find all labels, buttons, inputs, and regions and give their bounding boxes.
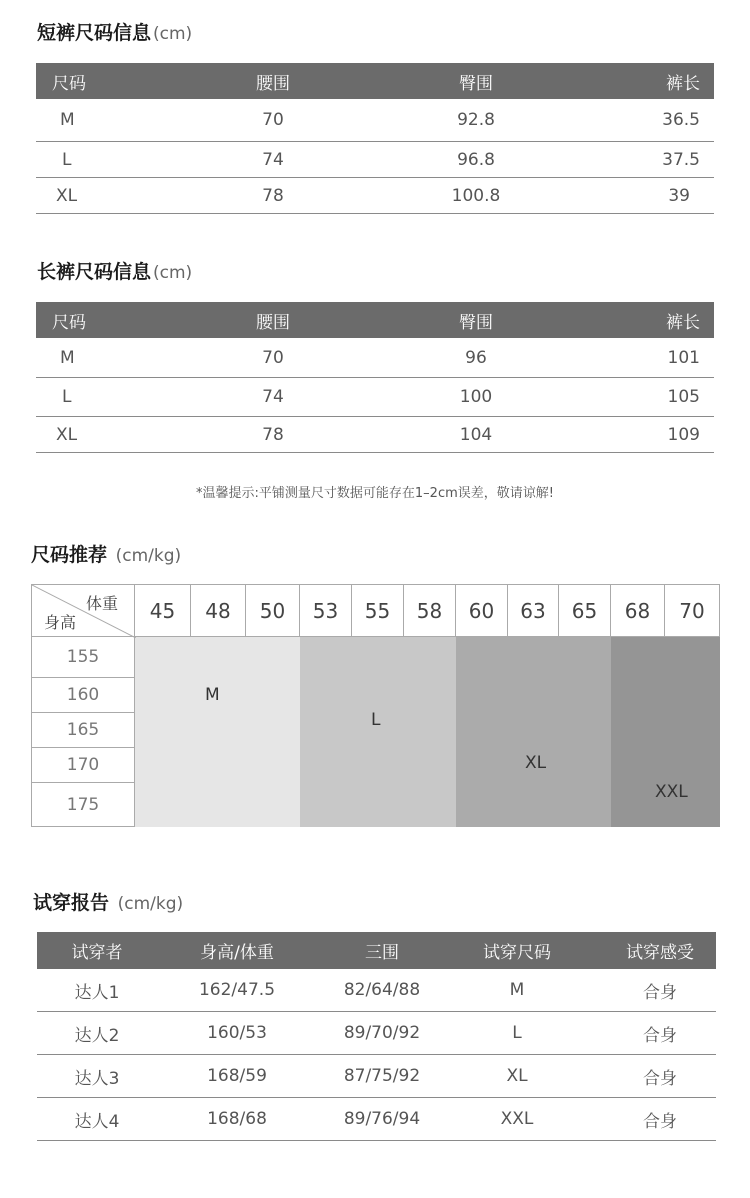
weight-cell: 50 (246, 584, 300, 637)
cell-measurements: 89/70/92 (343, 1023, 421, 1043)
weight-cell: 63 (508, 584, 559, 637)
table-row (36, 338, 714, 378)
cell-tryon-size: M (509, 980, 525, 1000)
table-row (36, 178, 714, 214)
weight-label: 体重 (85, 594, 118, 613)
cell-fit-feeling: 合身 (643, 982, 677, 1003)
long-size-table (36, 302, 714, 453)
header-tryon-size: 试穿尺码 (483, 943, 551, 963)
cell-tryon-size: XXL (500, 1109, 534, 1129)
header-height-weight: 身高/体重 (200, 943, 274, 963)
header-length: 裤长 (666, 73, 700, 94)
cell-length: 37.5 (662, 149, 700, 170)
weight-cell: 55 (352, 584, 404, 637)
table-header (37, 932, 716, 969)
header-waist: 腰围 (256, 73, 290, 94)
cell-fit-feeling: 合身 (643, 1068, 677, 1089)
cell-measurements: 82/64/88 (343, 980, 421, 1000)
cell-size: M (60, 347, 75, 368)
height-cell: 160 (31, 678, 135, 713)
band-xl (456, 637, 611, 827)
header-fit-feeling: 试穿感受 (626, 943, 694, 963)
band-m (135, 637, 300, 827)
cell-waist: 78 (262, 185, 284, 206)
header-measurements: 三围 (365, 943, 399, 963)
cell-measurements: 87/75/92 (343, 1066, 421, 1086)
weight-cell: 53 (300, 584, 352, 637)
cell-tryon-size: L (512, 1023, 522, 1043)
cell-waist: 70 (262, 110, 284, 130)
band-label-xxl: XXL (655, 782, 688, 802)
long-size-title (37, 257, 192, 284)
cell-waist: 74 (262, 387, 284, 407)
corner-cell (31, 584, 135, 637)
cell-fit-feeling: 合身 (643, 1025, 677, 1046)
height-cell: 165 (31, 713, 135, 748)
tryon-title-unit: (cm/kg) (117, 894, 184, 914)
cell-tryon-size: XL (506, 1066, 528, 1086)
cell-length: 105 (667, 387, 700, 407)
cell-hip: 96 (465, 347, 487, 368)
height-cell: 155 (31, 637, 135, 678)
cell-hip: 100 (459, 387, 493, 407)
cell-waist: 78 (262, 424, 284, 445)
table-row (36, 142, 714, 178)
cell-size: XL (56, 424, 78, 445)
cell-tester: 达人2 (74, 1025, 120, 1046)
weight-cell: 65 (559, 584, 611, 637)
table-row (36, 99, 714, 142)
weight-cell: 68 (611, 584, 665, 637)
recommend-title (31, 540, 181, 567)
table-row (37, 969, 716, 1012)
cell-hip: 100.8 (451, 185, 501, 206)
cell-tester: 达人3 (74, 1068, 120, 1089)
cell-length: 109 (667, 424, 700, 445)
cell-height-weight: 162/47.5 (198, 980, 276, 1000)
header-hip: 臀围 (459, 73, 493, 94)
band-label-m: M (205, 685, 220, 705)
header-size: 尺码 (52, 73, 86, 94)
cell-length: 36.5 (662, 110, 700, 130)
cell-waist: 70 (262, 347, 284, 368)
header-waist: 腰围 (256, 312, 290, 333)
table-row (37, 1098, 716, 1141)
cell-size: L (62, 387, 72, 407)
cell-height-weight: 160/53 (207, 1023, 267, 1043)
table-row (37, 1055, 716, 1098)
table-header (36, 302, 714, 338)
header-hip: 臀围 (459, 312, 493, 333)
weight-cell: 48 (191, 584, 246, 637)
cell-size: M (60, 110, 75, 130)
weight-cell: 45 (135, 584, 191, 637)
height-cell: 170 (31, 748, 135, 783)
measurement-note: *温馨提示:平铺测量尺寸数据可能存在1–2cm误差，敬请谅解! (196, 486, 554, 501)
cell-hip: 96.8 (457, 149, 495, 170)
tryon-title-text: 试穿报告 (33, 892, 110, 914)
long-title-text: 长裤尺码信息 (37, 261, 152, 283)
tryon-table (37, 932, 716, 1141)
tryon-title (33, 888, 183, 915)
cell-hip: 104 (459, 424, 493, 445)
cell-hip: 92.8 (457, 110, 495, 130)
cell-measurements: 89/76/94 (343, 1109, 421, 1129)
table-row (36, 417, 714, 453)
cell-length: 101 (667, 347, 700, 368)
header-length: 裤长 (666, 312, 700, 333)
band-label-xl: XL (525, 753, 547, 773)
weight-cell: 60 (456, 584, 508, 637)
height-cell: 175 (31, 783, 135, 827)
weight-cell: 58 (404, 584, 456, 637)
cell-size: L (62, 149, 72, 170)
band-l (300, 637, 456, 827)
short-title-unit: (cm) (153, 24, 193, 44)
table-header (36, 63, 714, 99)
cell-fit-feeling: 合身 (643, 1111, 677, 1132)
long-title-unit: (cm) (153, 263, 193, 283)
size-recommend-grid (31, 584, 720, 827)
band-label-l: L (371, 710, 381, 730)
table-row (37, 1012, 716, 1055)
recommend-title-text: 尺码推荐 (31, 544, 108, 566)
cell-length: 39 (668, 185, 690, 206)
cell-waist: 74 (262, 149, 284, 170)
header-tester: 试穿者 (71, 943, 123, 963)
cell-height-weight: 168/59 (207, 1066, 267, 1086)
cell-tester: 达人4 (74, 1111, 120, 1132)
short-size-title (37, 18, 192, 45)
height-label: 身高 (44, 613, 77, 632)
recommend-title-unit: (cm/kg) (115, 546, 182, 566)
header-size: 尺码 (52, 312, 86, 333)
short-title-text: 短裤尺码信息 (37, 22, 152, 44)
cell-size: XL (56, 185, 78, 206)
cell-tester: 达人1 (74, 982, 120, 1003)
table-row (36, 378, 714, 417)
weight-cell: 70 (665, 584, 720, 637)
cell-height-weight: 168/68 (207, 1109, 267, 1129)
short-size-table (36, 63, 714, 214)
